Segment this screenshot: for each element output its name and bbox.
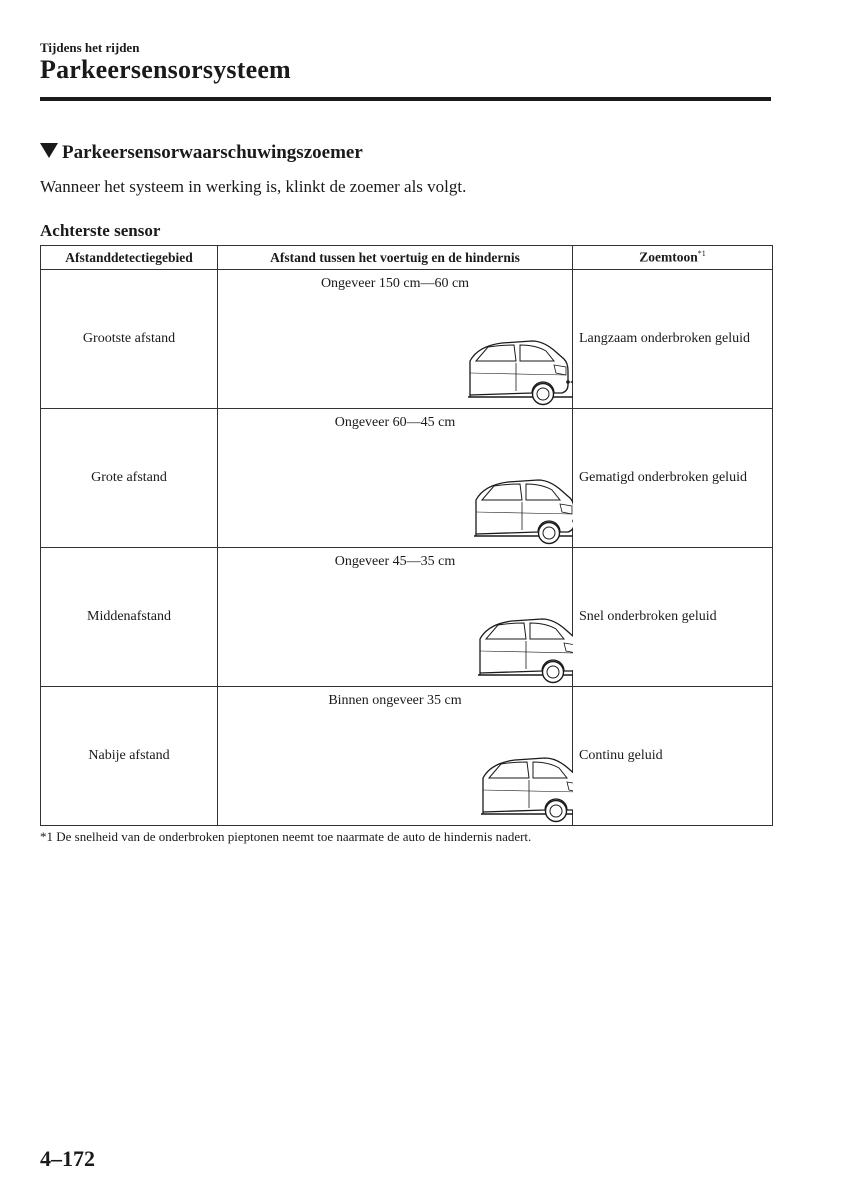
zone-cell: Grootste afstand xyxy=(41,270,218,409)
section-heading xyxy=(40,142,363,164)
distance-diagram xyxy=(218,687,573,823)
distance-cell xyxy=(218,548,573,687)
footnote: *1 De snelheid van de onderbroken pieptonen neemt toe naarmate de auto de hindernis nadert. xyxy=(40,829,532,844)
car-icon xyxy=(480,619,573,683)
distance-diagram xyxy=(218,548,573,684)
distance-cell xyxy=(218,687,573,826)
distance-cell xyxy=(218,409,573,548)
distance-label: Ongeveer 45—35 cm xyxy=(334,554,456,569)
distance-diagram xyxy=(218,270,573,406)
sound-cell: Gematigd onderbroken geluid xyxy=(573,409,773,548)
header-sound-label: Zoemtoon xyxy=(639,249,698,265)
table-row xyxy=(41,409,773,548)
header-distance: Afstand tussen het voertuig en de hindernis xyxy=(218,246,573,270)
distance-diagram xyxy=(218,409,573,545)
sound-cell: Langzaam onderbroken geluid xyxy=(573,270,773,409)
distance-arrow-icon xyxy=(570,379,573,385)
table-row xyxy=(41,270,773,409)
sensor-table xyxy=(40,245,773,826)
table-header-row xyxy=(41,246,773,270)
car-icon xyxy=(483,758,573,822)
section-heading-text: Parkeersensorwaarschuwingszoemer xyxy=(62,142,363,163)
zone-cell: Nabije afstand xyxy=(41,687,218,826)
car-icon xyxy=(470,341,570,405)
page-number: 4–172 xyxy=(40,1146,95,1171)
header-zone: Afstanddetectiegebied xyxy=(41,246,218,270)
table-row xyxy=(41,548,773,687)
distance-cell xyxy=(218,270,573,409)
chapter-label: Tijdens het rijden xyxy=(40,40,140,55)
sound-cell: Continu geluid xyxy=(573,687,773,826)
intro-text: Wanneer het systeem in werking is, klinkt de zoemer als volgt. xyxy=(40,177,467,196)
table-row xyxy=(41,687,773,826)
distance-label: Ongeveer 60—45 cm xyxy=(334,415,456,430)
header-sound xyxy=(573,246,773,270)
car-icon xyxy=(476,480,573,544)
distance-label: Ongeveer 150 cm—60 cm xyxy=(320,276,470,291)
footnote-marker: *1 xyxy=(697,249,706,259)
triangle-down-icon xyxy=(40,143,58,158)
distance-label: Binnen ongeveer 35 cm xyxy=(328,693,462,708)
title-rule xyxy=(40,97,771,101)
zone-cell: Middenafstand xyxy=(41,548,218,687)
page-title: Parkeersensorsysteem xyxy=(40,55,291,84)
zone-cell: Grote afstand xyxy=(41,409,218,548)
table-caption: Achterste sensor xyxy=(40,221,161,240)
sound-cell: Snel onderbroken geluid xyxy=(573,548,773,687)
